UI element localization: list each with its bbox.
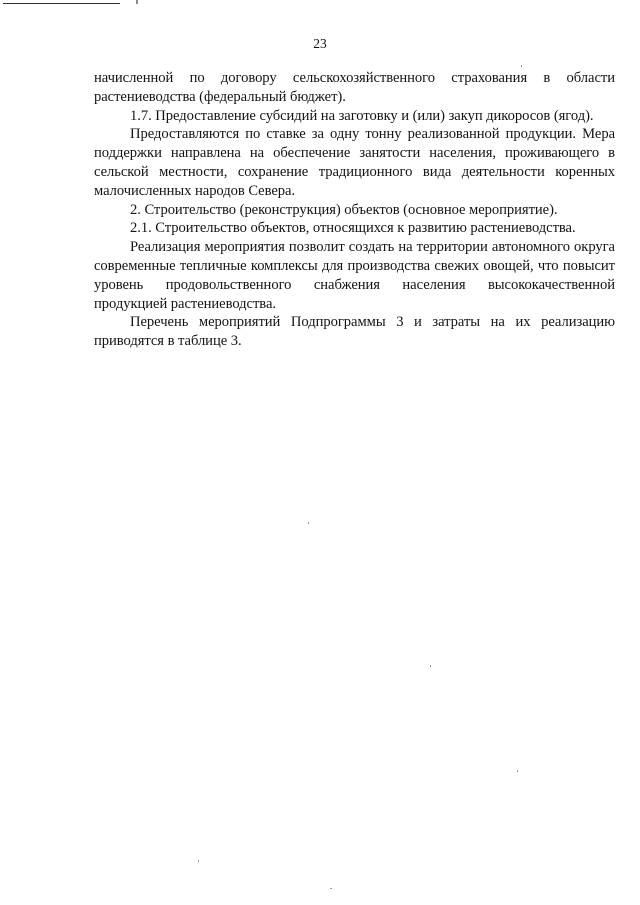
scan-speck [198, 860, 199, 862]
paragraph-table-reference: Перечень мероприятий Подпрограммы 3 и затраты на их реализацию приводятся в таблице 3. [94, 314, 615, 350]
top-left-rule [3, 3, 120, 4]
paragraph-implementation: Реализация мероприятия позволит создать на территории автономного округа современные тепличные комплексы для производства свежих овощей, что повысит уровень продовольственного снабжения населения высококачественной продукцией растениеводства. [94, 239, 615, 312]
paragraph-continuation: начисленной по договору сельскохозяйственного страхования в области растениеводства (федеральный бюджет). [94, 70, 615, 105]
paragraph-item-2-1: 2.1. Строительство объектов, относящихся к развитию растениеводства. [130, 220, 576, 237]
scan-speck [330, 888, 332, 889]
page-number: 23 [313, 36, 327, 51]
scan-speck [521, 65, 522, 67]
top-scan-mark [136, 0, 138, 4]
scan-speck [430, 665, 431, 667]
document-body [94, 69, 615, 351]
scan-speck [517, 770, 518, 772]
paragraph-subsidy-description: Предоставляются по ставке за одну тонну реализованной продукции. Мера поддержки направлена на обеспечение занятости населения, проживающего в сельской местности, сохранение традиционного вида деятельности коренных малочисленных народов Севера. [94, 126, 615, 199]
paragraph-item-2: 2. Строительство (реконструкция) объектов (основное мероприятие). [130, 201, 558, 218]
paragraph-item-1-7: 1.7. Предоставление субсидий на заготовку и (или) закуп дикоросов (ягод). [130, 107, 594, 124]
scan-speck [308, 522, 309, 524]
